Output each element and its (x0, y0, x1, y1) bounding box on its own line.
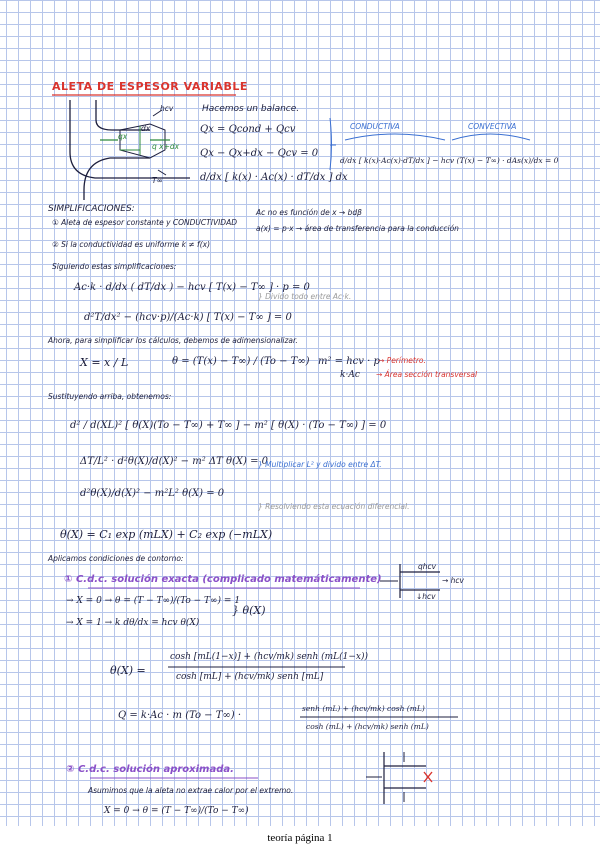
Q-lhs: Q = k·Ac · m (To − T∞) · (118, 710, 242, 721)
balance-eq1: Qx = Qcond + Qcv (200, 124, 296, 135)
caso-2-heading: ② C.d.c. solución aproximada. (66, 764, 234, 775)
siguiendo-noteA: } Divido todo entre Ac·k. (258, 292, 352, 301)
sustituyendo-eq3: d²θ(X)/d(X)² − m²L² θ(X) = 0 (80, 488, 225, 499)
cdc-2: → X = 1 → k dθ/dx = hcv θ(X) (66, 618, 200, 628)
siguiendo-eqA: Ac·k · d/dx ( dT/dx ) − hcv [ T(x) − T∞ ] · p = 0 (74, 282, 310, 293)
sustituyendo-eq1: d² / d(XL)² [ θ(X)(To − T∞) + T∞ ] − m² [ θ(X) · (To − T∞) ] = 0 (70, 420, 387, 431)
note-convectiva: CONVECTIVA (468, 122, 517, 131)
caso-1-heading: ① C.d.c. solución exacta (complicado matemáticamente) (64, 574, 382, 585)
diagram-hcv-label: hcv (160, 104, 174, 113)
simplificacion-1-note-a: Ac no es función de x → bdβ (256, 208, 362, 217)
ahora-theta: θ = (T(x) − T∞) / (To − T∞) (172, 356, 310, 367)
theta-bracket: } θ(X) (232, 604, 266, 617)
siguiendo-heading: Siguiendo estas simplificaciones: (52, 262, 177, 271)
sketch-qhcv: qhcv (418, 562, 437, 571)
sustituyendo-eq2: ΔT/L² · d²θ(X)/d(X)² − m² ΔT θ(X) = 0 (80, 456, 269, 467)
siguiendo-eqB: d²T/dx² − (hcv·p)/(Ac·k) [ T(x) − T∞ ] = 0 (84, 312, 292, 323)
sustituyendo-note3: } Resolviendo esta ecuación diferencial. (258, 502, 410, 511)
simplificacion-2: ② Si la conductividad es uniforme k ≠ f(x) (52, 240, 210, 249)
diagram-qxdx-label: q x+dx (152, 142, 180, 151)
page-footer: teoría página 1 (267, 832, 333, 844)
Q-num: senh (mL) + (hcv/mk) cosh (mL) (302, 704, 425, 713)
theta-solucion-lhs: θ(X) = (110, 664, 146, 677)
diagram-qx-label: qx (118, 132, 128, 141)
note-perimetro: → Perímetro. (378, 356, 426, 365)
sustituyendo-note2: } Multiplicar L² y divido entre ΔT. (258, 460, 382, 469)
sustituyendo-heading: Sustituyendo arriba, obtenemos: (48, 392, 172, 401)
ahora-X: X = x / L (80, 356, 129, 369)
sketch-hcv-right: → hcv (442, 576, 464, 585)
ahora-m2: m² = hcv · p (318, 356, 380, 367)
diagram-tinf-label: T∞ (152, 176, 163, 185)
balance-eq3: d/dx [ k(x) · Ac(x) · dT/dx ] dx (200, 172, 348, 183)
solucion-general: θ(X) = C₁ exp (mLX) + C₂ exp (−mLX) (60, 528, 273, 541)
page-title: ALETA DE ESPESOR VARIABLE (52, 80, 248, 93)
ahora-m2-den: k·Ac (340, 370, 360, 380)
theta-solucion-den: cosh [mL] + (hcv/mk) senh [mL] (176, 672, 324, 682)
sketch-hcv-bottom: ↓hcv (416, 592, 436, 601)
diagram-dx-label: dx (141, 124, 151, 133)
note-conductiva: CONDUCTIVA (350, 122, 400, 131)
balance-eq2: Qx − Qx+dx − Qcv = 0 (200, 148, 319, 159)
Q-den: cosh (mL) + (hcv/mk) senh (mL) (306, 722, 429, 731)
theta-solucion-num: cosh [mL(1−x)] + (hcv/mk) senh (mL(1−x)) (170, 652, 369, 662)
caso-2-note: Asumimos que la aleta no extrae calor por el extremo. (88, 786, 294, 795)
balance-eq4: d/dx [ k(x)·Ac(x)·dT/dx ] − hcv (T(x) − T∞) · dAs(x)/dx = 0 (340, 156, 559, 165)
ahora-heading: Ahora, para simplificar los cálculos, debemos de adimensionalizar. (48, 336, 298, 345)
note-area-seccion: → Área sección transversal (376, 370, 478, 379)
cdc-1: → X = 0 → θ = (T − T∞)/(To − T∞) = 1 (66, 596, 241, 606)
caso-2-cdc: X = 0 → θ = (T − T∞)/(To − T∞) (104, 806, 249, 816)
simplificaciones-heading: SIMPLIFICACIONES: (48, 204, 135, 214)
balance-heading: Hacemos un balance. (202, 104, 300, 114)
contorno-heading: Aplicamos condiciones de contorno: (48, 554, 184, 563)
simplificacion-1-note-b: a(x) = p·x → área de transferencia para la conducción (256, 224, 459, 233)
simplificacion-1: ① Aleta de espesor constante y CONDUCTIVIDAD (52, 218, 237, 227)
